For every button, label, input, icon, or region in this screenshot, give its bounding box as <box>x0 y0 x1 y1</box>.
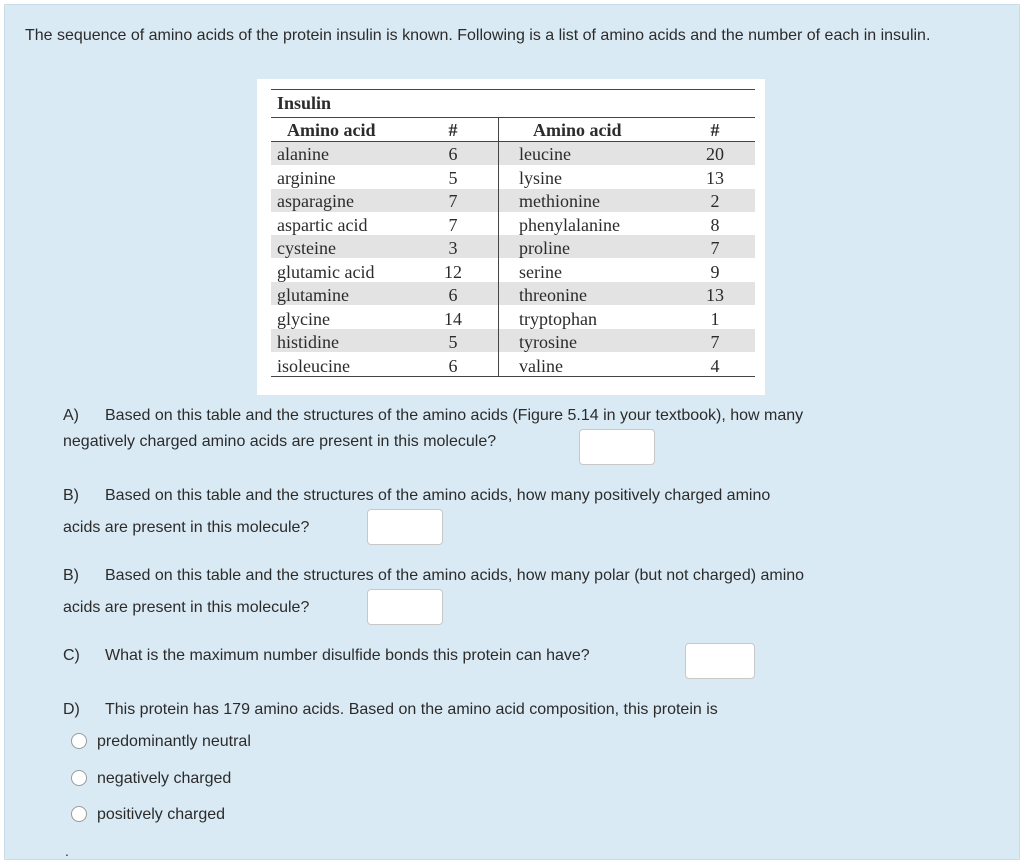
amino-acid-name-right: threonine <box>519 285 587 305</box>
question-d <box>63 697 718 723</box>
table-stripe <box>271 142 755 165</box>
option-predominantly-neutral[interactable] <box>71 731 251 753</box>
amino-acid-count-left: 3 <box>448 238 458 258</box>
answer-c-input[interactable] <box>685 643 755 679</box>
amino-acid-name-right: tryptophan <box>519 309 597 329</box>
table-stripe <box>271 329 755 352</box>
amino-acid-name-left: asparagine <box>277 191 354 211</box>
amino-acid-name-right: leucine <box>519 144 571 164</box>
question-b2-label: B) <box>63 567 79 584</box>
header-count-left: # <box>448 120 458 140</box>
question-c-label: C) <box>63 647 80 664</box>
amino-acid-name-right: phenylalanine <box>519 215 620 235</box>
radio-icon[interactable] <box>71 733 87 749</box>
amino-acid-name-left: aspartic acid <box>277 215 368 235</box>
question-a-text-1: Based on this table and the structures of the amino acids (Figure 5.14 in your textbook), how many <box>105 407 804 424</box>
amino-acid-count-left: 14 <box>444 309 462 329</box>
amino-acid-count-right: 9 <box>710 262 720 282</box>
amino-acid-name-left: alanine <box>277 144 329 164</box>
table-divider <box>498 117 499 376</box>
answer-b2-input[interactable] <box>367 589 443 625</box>
question-b2-text-1: Based on this table and the structures of the amino acids, how many polar (but not charged) amino <box>105 567 805 584</box>
amino-acid-count-left: 6 <box>448 285 458 305</box>
option-label: negatively charged <box>97 770 232 787</box>
amino-acid-count-right: 13 <box>706 168 724 188</box>
amino-acid-name-left: cysteine <box>277 238 336 258</box>
header-amino-acid-right: Amino acid <box>533 120 622 140</box>
question-c-text: What is the maximum number disulfide bonds this protein can have? <box>105 647 590 664</box>
question-a-label: A) <box>63 407 79 424</box>
table-stripe <box>271 235 755 258</box>
amino-acid-count-right: 7 <box>710 238 720 258</box>
question-d-label: D) <box>63 701 80 718</box>
footer-mark: . <box>65 843 69 859</box>
option-label: predominantly neutral <box>97 733 251 750</box>
amino-acid-count-left: 6 <box>448 356 458 376</box>
question-a <box>63 403 803 455</box>
question-c <box>63 643 590 669</box>
question-b-label: B) <box>63 487 79 504</box>
table-rule-top <box>271 89 755 90</box>
amino-acid-name-right: proline <box>519 238 570 258</box>
amino-acid-count-left: 7 <box>448 191 458 211</box>
question-b2-text-2: acids are present in this molecule? <box>63 599 310 616</box>
answer-a-input[interactable] <box>579 429 655 465</box>
amino-acid-count-left: 12 <box>444 262 462 282</box>
amino-acid-count-right: 4 <box>710 356 720 376</box>
option-negatively-charged[interactable] <box>71 768 231 790</box>
amino-acid-count-right: 7 <box>710 332 720 352</box>
radio-icon[interactable] <box>71 770 87 786</box>
amino-acid-count-right: 1 <box>710 309 720 329</box>
question-b-text-2: acids are present in this molecule? <box>63 519 310 536</box>
amino-acid-name-left: glutamine <box>277 285 349 305</box>
amino-acid-count-right: 8 <box>710 215 720 235</box>
table-rule-header-top <box>271 117 755 118</box>
insulin-table <box>257 79 765 395</box>
answer-b-input[interactable] <box>367 509 443 545</box>
amino-acid-count-right: 13 <box>706 285 724 305</box>
option-positively-charged[interactable] <box>71 804 225 826</box>
header-count-right: # <box>710 120 720 140</box>
radio-icon[interactable] <box>71 806 87 822</box>
table-title: Insulin <box>277 93 332 113</box>
question-b-text-1: Based on this table and the structures of the amino acids, how many positively charged amino <box>105 487 771 504</box>
question-d-text: This protein has 179 amino acids. Based on the amino acid composition, this protein is <box>105 701 718 718</box>
amino-acid-name-left: glycine <box>277 309 330 329</box>
amino-acid-count-right: 20 <box>706 144 724 164</box>
amino-acid-name-right: lysine <box>519 168 562 188</box>
amino-acid-name-left: histidine <box>277 332 339 352</box>
header-amino-acid-left: Amino acid <box>287 120 376 140</box>
amino-acid-count-left: 5 <box>448 332 458 352</box>
amino-acid-name-right: serine <box>519 262 562 282</box>
amino-acid-name-right: tyrosine <box>519 332 577 352</box>
option-label: positively charged <box>97 806 226 823</box>
amino-acid-name-left: glutamic acid <box>277 262 375 282</box>
amino-acid-name-right: methionine <box>519 191 600 211</box>
amino-acid-count-left: 6 <box>448 144 458 164</box>
question-panel <box>4 4 1020 860</box>
amino-acid-name-right: valine <box>519 356 563 376</box>
amino-acid-count-left: 7 <box>448 215 458 235</box>
amino-acid-name-left: isoleucine <box>277 356 350 376</box>
amino-acid-name-left: arginine <box>277 168 336 188</box>
question-a-text-2: negatively charged amino acids are present in this molecule? <box>63 433 497 450</box>
amino-acid-count-right: 2 <box>710 191 720 211</box>
question-intro: The sequence of amino acids of the protein insulin is known. Following is a list of amino acids and the number of each in insulin. <box>25 27 931 44</box>
amino-acid-count-left: 5 <box>448 168 458 188</box>
